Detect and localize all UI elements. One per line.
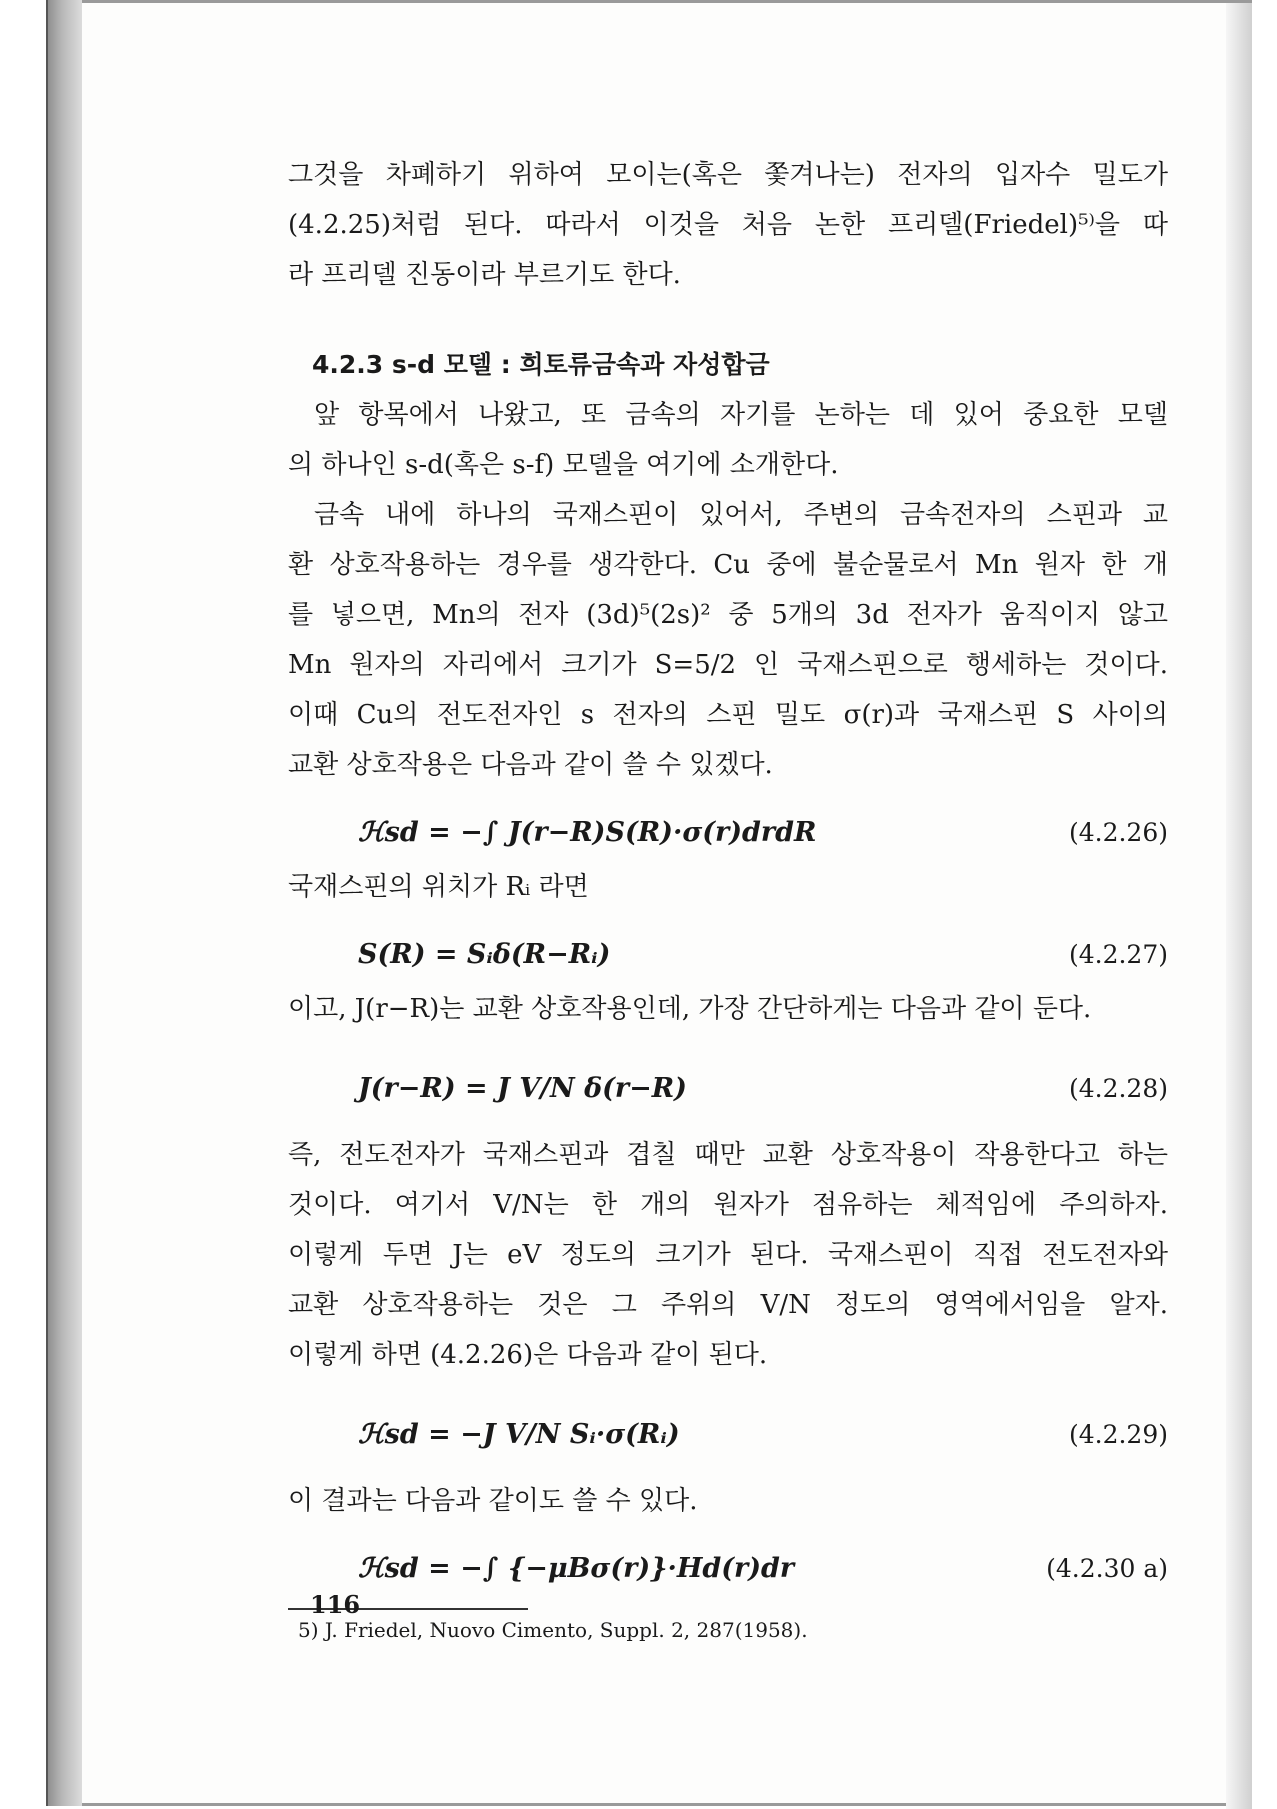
text-line: 교환 상호작용은 다음과 같이 쓸 수 있겠다. bbox=[288, 750, 773, 780]
equation-formula: ℋsd = −∫ J(r−R)S(R)·σ(r)drdR bbox=[358, 817, 817, 848]
text-line: 그것을 차폐하기 위하여 모이는(혹은 쫓겨나는) 전자의 입자수 밀도가 bbox=[288, 160, 1168, 190]
page-content bbox=[288, 150, 1168, 1650]
equation-formula: ℋsd = −∫ {−μBσ(r)}·Hd(r)dr bbox=[358, 1553, 795, 1584]
text-line: 이때 Cu의 전도전자인 s 전자의 스핀 밀도 σ(r)과 국재스핀 S 사이의 bbox=[288, 700, 1168, 730]
text-line: 것이다. 여기서 V/N는 한 개의 원자가 점유하는 체적임에 주의하자. bbox=[288, 1190, 1168, 1220]
equation-number: (4.2.27) bbox=[1068, 940, 1168, 969]
equation-4-2-26 bbox=[288, 790, 1168, 862]
text-line: 이고, J(r−R)는 교환 상호작용인데, 가장 간단하게는 다음과 같이 둔다. bbox=[288, 994, 1092, 1024]
text-line: 의 하나인 s-d(혹은 s-f) 모델을 여기에 소개한다. bbox=[288, 450, 839, 480]
paragraph-screening bbox=[288, 150, 1168, 300]
text-line: 라 프리델 진동이라 부르기도 한다. bbox=[288, 260, 681, 290]
text-line: 즉, 전도전자가 국재스핀과 겹칠 때만 교환 상호작용이 작용한다고 하는 bbox=[288, 1140, 1168, 1170]
equation-formula: ℋsd = −J V/N Sᵢ·σ(Rᵢ) bbox=[358, 1419, 680, 1450]
section-heading-text: 4.2.3 s-d 모델 : 희토류금속과 자성합금 bbox=[312, 350, 770, 379]
paragraph-intro bbox=[288, 390, 1168, 490]
section-heading bbox=[312, 340, 1168, 390]
equation-formula: S(R) = Sᵢδ(R−Rᵢ) bbox=[358, 939, 611, 970]
text-line: 이렇게 두면 J는 eV 정도의 크기가 된다. 국재스핀이 직접 전도전자와 bbox=[288, 1240, 1168, 1270]
text-line: 이 결과는 다음과 같이도 쓸 수 있다. bbox=[288, 1486, 698, 1516]
text-line: 를 넣으면, Mn의 전자 (3d)⁵(2s)² 중 5개의 3d 전자가 움직이지 않고 bbox=[288, 600, 1168, 630]
book-spine bbox=[46, 0, 82, 1806]
equation-formula: J(r−R) = J V/N δ(r−R) bbox=[358, 1073, 687, 1104]
equation-4-2-27 bbox=[288, 912, 1168, 984]
equation-4-2-28 bbox=[288, 1034, 1168, 1130]
equation-4-2-29 bbox=[288, 1380, 1168, 1476]
equation-number: (4.2.26) bbox=[1068, 818, 1168, 847]
text-line: (4.2.25)처럼 된다. 따라서 이것을 처음 논한 프리델(Friedel)⁵⁾을 따 bbox=[288, 210, 1168, 240]
text-line: 앞 항목에서 나왔고, 또 금속의 자기를 논하는 데 있어 중요한 모델 bbox=[314, 400, 1168, 430]
equation-number: (4.2.28) bbox=[1068, 1074, 1168, 1103]
book-spine-edge bbox=[46, 0, 48, 1806]
page-edge-shadow bbox=[1226, 3, 1252, 1809]
text-line: 이렇게 하면 (4.2.26)은 다음과 같이 된다. bbox=[288, 1340, 768, 1370]
text-line: 교환 상호작용하는 것은 그 주위의 V/N 정도의 영역에서임을 알자. bbox=[288, 1290, 1168, 1320]
text-line: 국재스핀의 위치가 Rᵢ 라면 bbox=[288, 872, 589, 902]
text-line: Mn 원자의 자리에서 크기가 S=5/2 인 국재스핀으로 행세하는 것이다. bbox=[288, 650, 1168, 680]
equation-number: (4.2.30 a) bbox=[1046, 1554, 1168, 1583]
text-line: 금속 내에 하나의 국재스핀이 있어서, 주변의 금속전자의 스핀과 교 bbox=[314, 500, 1168, 530]
text-line: 환 상호작용하는 경우를 생각한다. Cu 중에 불순물로서 Mn 원자 한 개 bbox=[288, 550, 1168, 580]
equation-number: (4.2.29) bbox=[1068, 1420, 1168, 1449]
page-number: 116 bbox=[310, 1590, 361, 1619]
equation-4-2-30a bbox=[288, 1526, 1168, 1598]
paragraph-localized-spin bbox=[288, 490, 1168, 790]
paragraph-contact-interaction bbox=[288, 1130, 1168, 1380]
footnote: 5) J. Friedel, Nuovo Cimento, Suppl. 2, 287(1958). bbox=[298, 1618, 808, 1642]
